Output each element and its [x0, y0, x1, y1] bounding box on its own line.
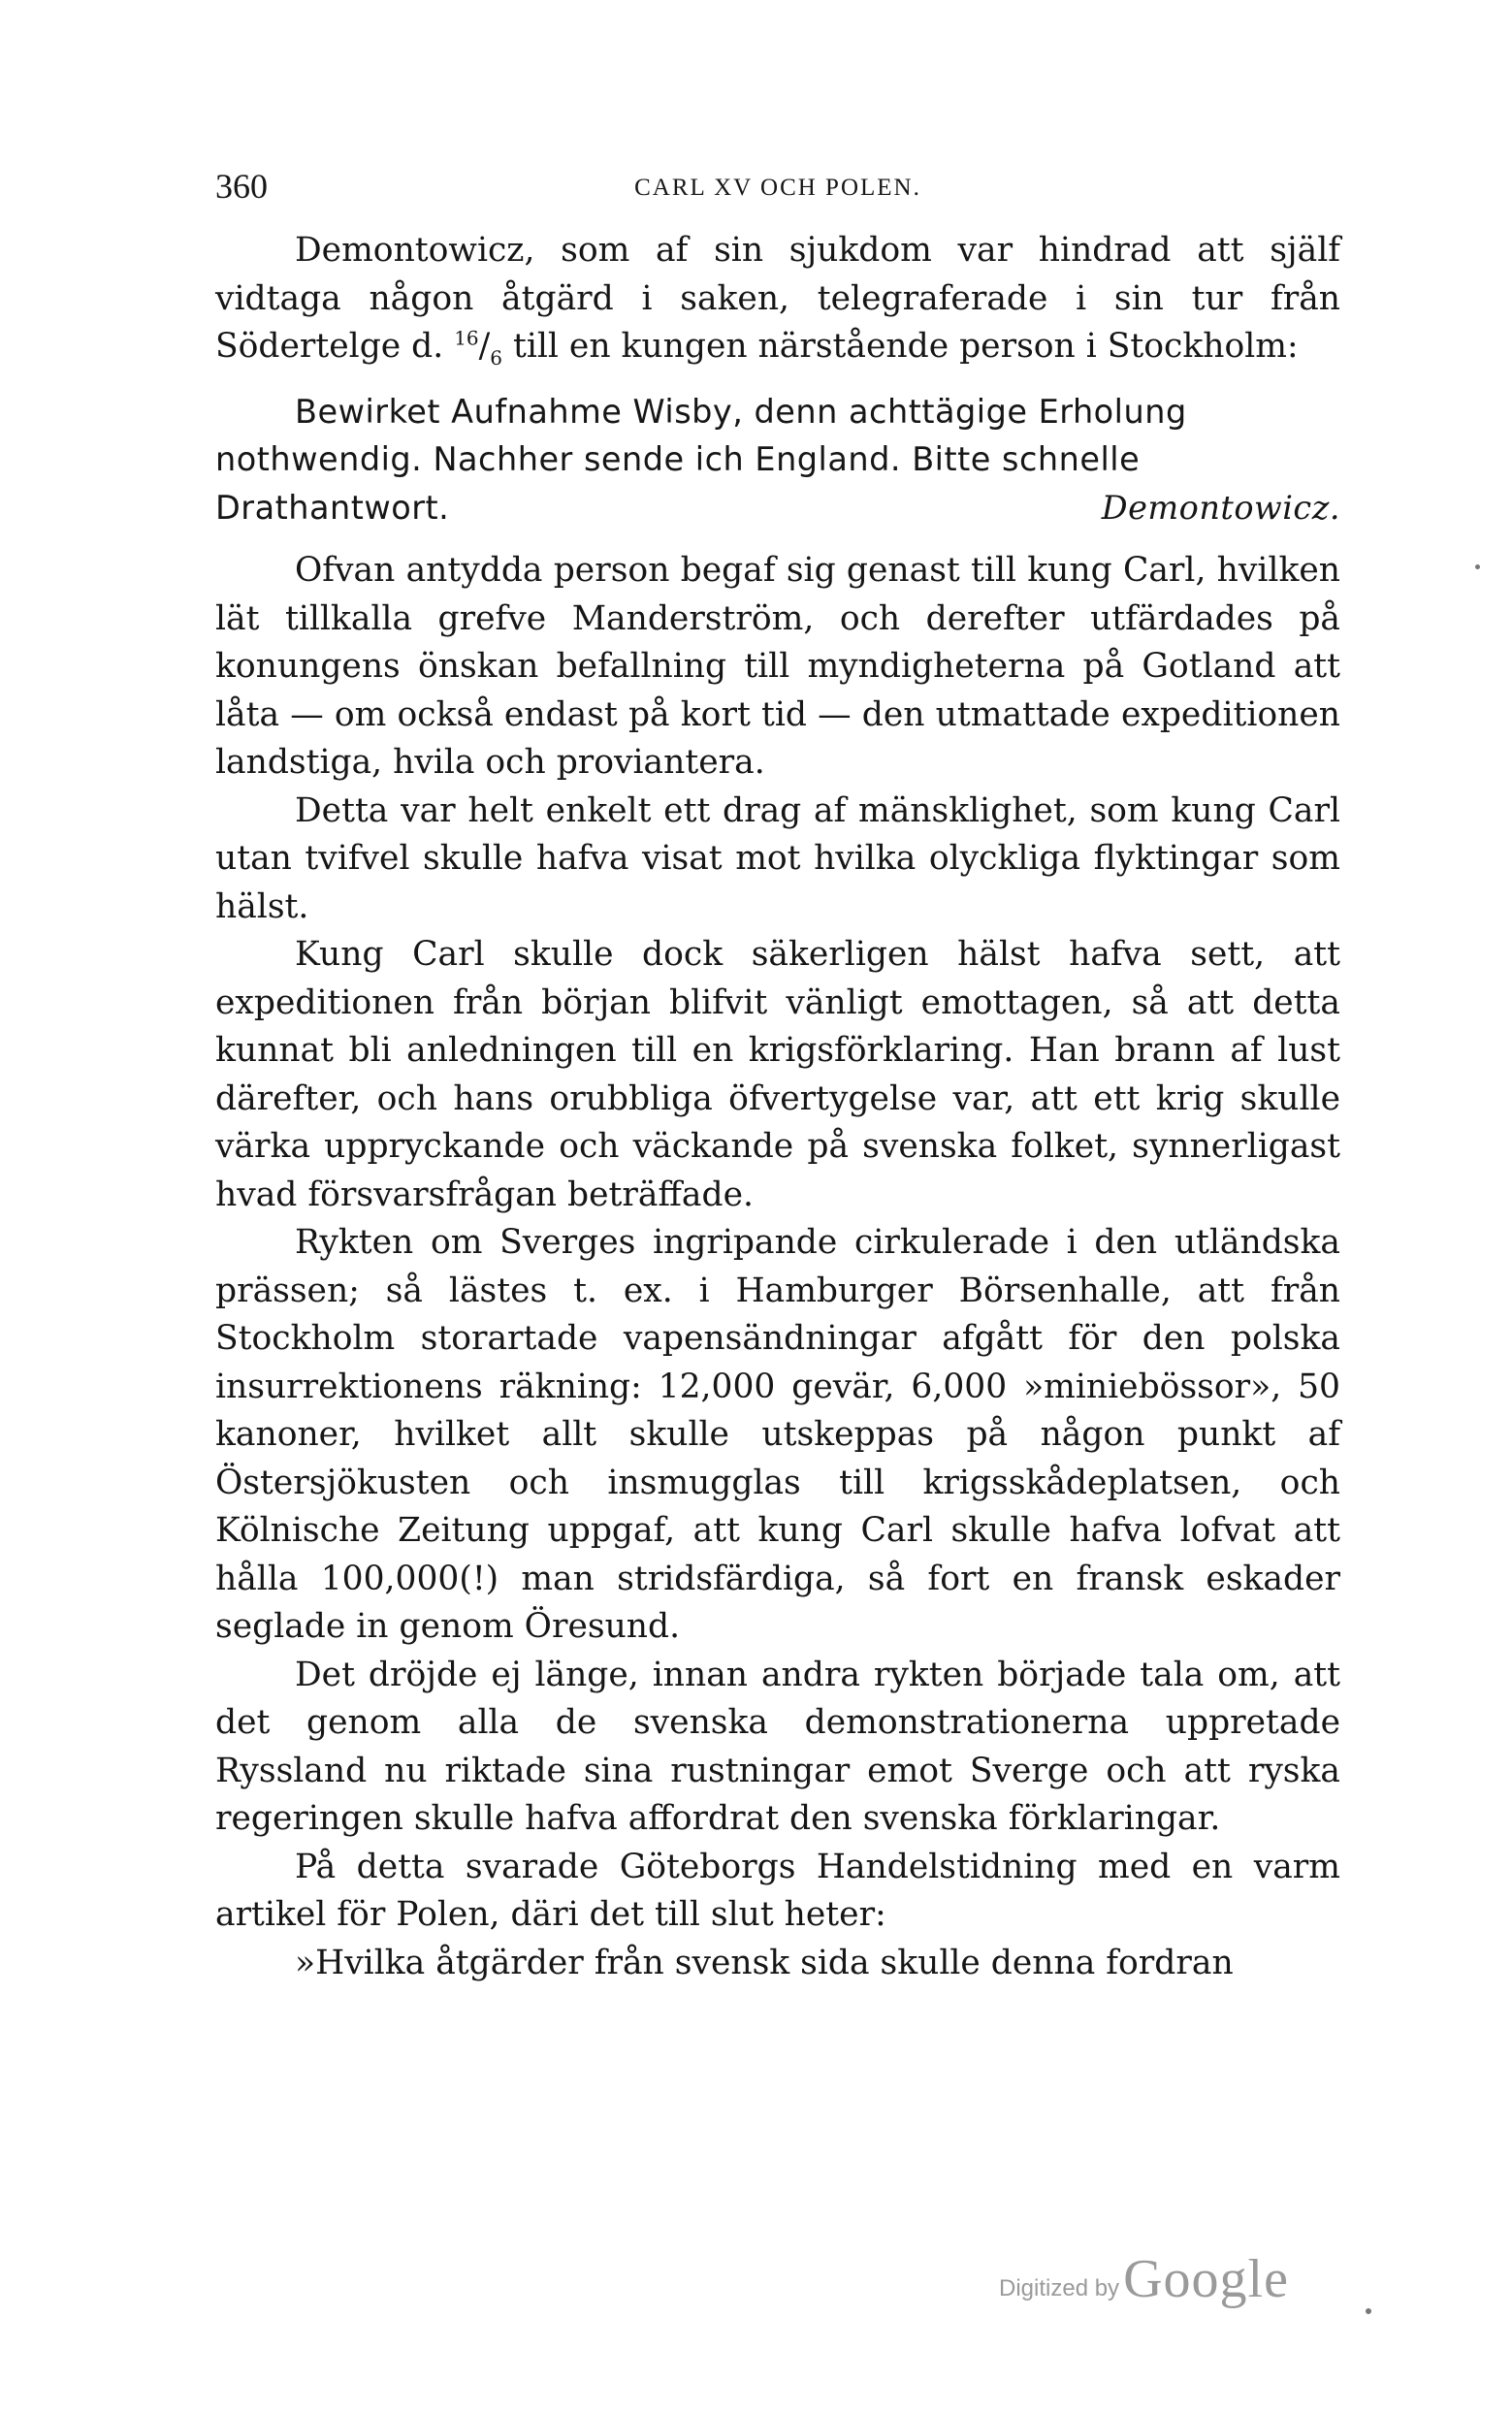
paragraph: Ofvan antydda person begaf sig genast till kung Carl, hvilken lät tillkalla grefve Manderström, och derefter utfärdades på konungens önskan befallning till myndigheterna på Gotland att låta — om också endast på kort tid — den utmattade expeditionen landstiga, hvila och proviantera.: [215, 551, 1340, 782]
paragraph: Rykten om Sverges ingripande cirkulerade i den utländska prässen; så lästes t. ex. i Hamburger Börsenhalle, att från Stockholm storartade vapensändningar afgått för den polska insurrektionens räkning: 12,000 gevär, 6,000 »miniebössor», 50 kanoner, hvilket allt skulle utskeppas på någon punkt af Östersjökusten och insmugglas till krigsskådeplatsen, och Kölnische Zeitung uppgaf, att kung Carl skulle hafva lofvat att hålla 100,000(!) man stridsfärdiga, så fort en fransk eskader seglade in genom Öresund.: [215, 1223, 1340, 1646]
paragraph: På detta svarade Göteborgs Handelstidning med en varm artikel för Polen, däri det till slut heter:: [215, 1847, 1340, 1934]
paragraph: Detta var helt enkelt ett drag af mänsklighet, som kung Carl utan tvifvel skulle hafva visat mot hvilka olyckliga flyktingar som hälst.: [215, 790, 1340, 926]
paragraph: »Hvilka åtgärder från svensk sida skulle denna fordran: [295, 1943, 1234, 1982]
watermark-prefix: Digitized by: [999, 2275, 1120, 2301]
page-number: 360: [215, 167, 268, 206]
page-body: [215, 227, 1340, 1987]
paragraph: Kung Carl skulle dock säkerligen hälst hafva sett, att expeditionen från början blifvit vänligt emottagen, så att detta kunnat bli anledningen till en krigsförklaring. Han brann af lust därefter, och hans orubbliga öfvertygelse var, att ett krig skulle värka uppryckande och väckande på svenska folket, synnerligast hvad försvarsfrågan beträffade.: [215, 935, 1340, 1214]
google-logo: Google: [1123, 2249, 1289, 2309]
telegram-signature: Demontowicz.: [1101, 488, 1340, 527]
scan-speck: [1475, 564, 1480, 569]
paragraph-text: till en kungen närstående person i Stockholm:: [502, 327, 1299, 366]
date-day: 16: [454, 326, 479, 350]
paragraph: Det dröjde ej länge, innan andra rykten började tala om, att det genom alla de svenska demonstrationerna uppretade Ryssland nu riktade sina rustningar emot Sverge och att ryska regeringen skulle hafva affordrat den svenska förklaringar.: [215, 1655, 1340, 1838]
date-month: 6: [490, 345, 503, 370]
page-header: [215, 167, 1340, 206]
telegram-quote: [215, 388, 1340, 532]
telegram-text: Bewirket Aufnahme Wisby, denn achttägige Erholung nothwendig. Nachher sende ich England. Bitte schnelle Drathantwort.: [215, 392, 1187, 527]
digitized-watermark: [999, 2249, 1289, 2310]
paragraph-text: Demontowicz, som af sin sjukdom var hindrad att själf vidtaga någon åtgärd i saken, telegraferade i sin tur från Södertelge d.: [215, 231, 1340, 366]
paragraph-intro: [215, 227, 1340, 371]
scan-speck: [1366, 2308, 1371, 2314]
date-slash: /: [478, 327, 491, 366]
running-head: CARL XV OCH POLEN.: [634, 175, 921, 201]
